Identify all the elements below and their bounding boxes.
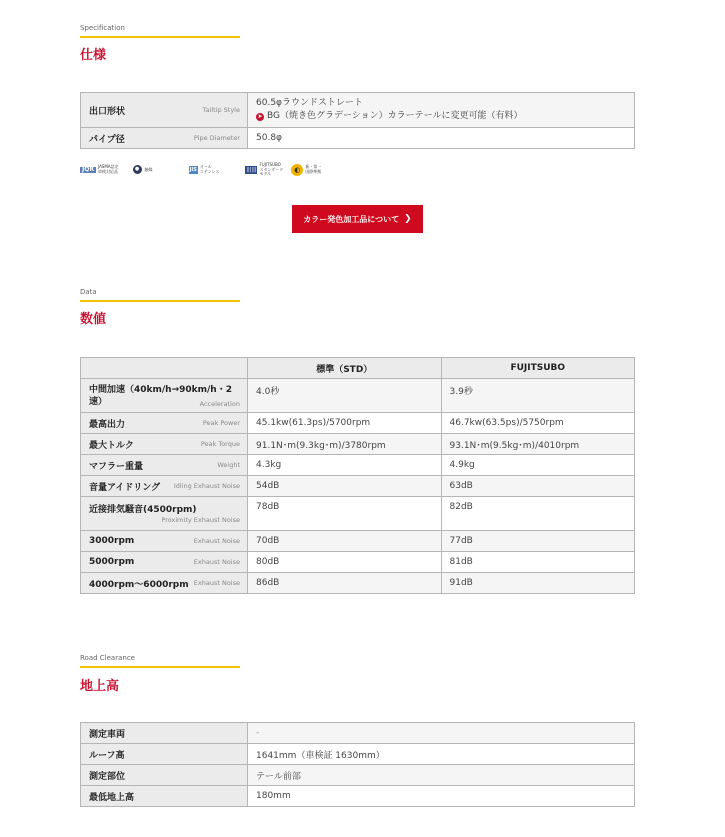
row-label-ja: 4000rpm～6000rpm [89,579,189,590]
row-label-en: Peak Power [202,419,240,427]
road-underline [80,666,240,668]
data-section-title: 数値 [80,312,107,327]
header-empty [81,358,248,379]
row-label [81,765,248,786]
row-label-en: Weight [217,461,240,469]
certification-logos [80,163,321,177]
std-value: 4.3kg [248,455,442,476]
row-label-en: Exhaust Noise [193,579,240,587]
row-label [81,723,248,744]
table-row [81,455,635,476]
row-label [81,497,248,531]
row-label-ja: 中間加速（40km/h→90km/h・2速） [89,385,232,407]
fujitsubo-value: 91dB [441,573,635,594]
data-section-en: Data [80,288,97,296]
fujitsubo-value: 82dB [441,497,635,531]
table-row [81,723,635,744]
row-label-en: Proximity Exhaust Noise [161,516,240,524]
fujitsubo-value: 3.9秒 [441,379,635,413]
table-row [81,765,635,786]
row-label-ja: 最低地上高 [89,792,135,803]
row-value: 180mm [248,786,635,807]
row-label [81,786,248,807]
color-tail-note: BG（焼き色グラデーション）カラーテールに変更可能（有料） [267,111,523,121]
row-label-ja: 近接排気騒音(4500rpm) [89,505,197,515]
row-label [81,455,248,476]
row-label-en: Exhaust Noise [193,558,240,566]
row-label [81,573,248,594]
row-label-en: Idling Exhaust Noise [173,482,240,490]
table-row [81,93,635,128]
row-label [81,552,248,573]
row-label [81,128,248,149]
spec-table [80,92,635,149]
button-label: カラー発色加工品について [303,214,400,224]
jasma-logo: JQR JASMA認定 車検対応品 [82,164,119,174]
row-label [81,476,248,497]
table-row [81,552,635,573]
row-label-en: Peak Torque [200,440,240,448]
row-label-en: Acceleration [199,400,240,408]
pipe-diameter-value: 50.8φ [248,128,635,149]
row-value: 1641mm（車検証 1630mm） [248,744,635,765]
row-label-en: Tailtip Style [202,106,240,114]
row-label-ja: 測定車両 [89,729,126,740]
row-label-ja: 出口形状 [89,106,126,117]
table-row [81,434,635,455]
chevron-right-icon: ❯ [404,214,412,224]
row-label [81,93,248,128]
row-label [81,531,248,552]
stainless-logo: JIS オール ステンレス [189,164,220,174]
row-label-ja: パイプ径 [89,134,125,145]
row-value: テール前部 [248,765,635,786]
road-section-en: Road Clearance [80,654,135,662]
table-row [81,476,635,497]
spec-section-title: 仕様 [80,48,107,63]
std-value: 4.0秒 [248,379,442,413]
row-value [248,93,635,128]
row-value: - [248,723,635,744]
std-value: 45.1kw(61.3ps)/5700rpm [248,413,442,434]
std-value: 86dB [248,573,442,594]
row-label-ja: 3000rpm [89,536,135,546]
fujitsubo-value: 46.7kw(63.5ps)/5750rpm [441,413,635,434]
table-row [81,786,635,807]
fujitsubo-value: 4.9kg [441,455,635,476]
row-label-ja: 音量アイドリング [89,482,161,493]
table-row [81,379,635,413]
fujitsubo-value: 77dB [441,531,635,552]
table-header-row [81,358,635,379]
row-label-ja: 最大トルク [89,440,134,451]
fujitsubo-value: 93.1N･m(9.5kg･m)/4010rpm [441,434,635,455]
table-row [81,531,635,552]
row-label-ja: 最高出力 [89,419,126,430]
row-label-en: Exhaust Noise [193,537,240,545]
std-value: 80dB [248,552,442,573]
row-label [81,379,248,413]
header-std: 標準（STD） [248,358,442,379]
row-label [81,413,248,434]
catalyst-logo: ● 触媒 [133,165,153,174]
row-label [81,434,248,455]
road-section-title: 地上高 [80,679,120,694]
color-finish-info-button[interactable] [292,205,423,233]
data-table [80,357,635,594]
table-row [81,128,635,149]
international-standard-logo: ◐ 新・第一 国際準拠 [291,164,321,176]
row-label-en: Pipe Diameter [193,134,240,142]
table-row [81,744,635,765]
data-underline [80,300,240,302]
road-clearance-table [80,722,635,807]
row-label [81,744,248,765]
table-row [81,497,635,531]
row-label-ja: 測定部位 [89,771,126,782]
row-label-ja: 5000rpm [89,557,135,567]
spec-section-en: Specification [80,24,125,32]
std-value: 54dB [248,476,442,497]
row-label-ja: マフラー重量 [89,461,144,472]
fujitsubo-value: 81dB [441,552,635,573]
table-row [81,573,635,594]
spec-underline [80,36,240,38]
std-value: 91.1N･m(9.3kg･m)/3780rpm [248,434,442,455]
arrow-circle-icon: ➤ [257,113,263,120]
row-label-ja: ルーフ高 [89,750,125,761]
std-value: 70dB [248,531,442,552]
table-row [81,413,635,434]
header-fujitsubo: FUJITSUBO [441,358,635,379]
fujitsubo-standard-logo: |||||| FUJITSUBO スタンダード モデル [246,162,284,176]
tailtip-style-value: 60.5φラウンドストレート [256,98,363,108]
std-value: 78dB [248,497,442,531]
fujitsubo-value: 63dB [441,476,635,497]
